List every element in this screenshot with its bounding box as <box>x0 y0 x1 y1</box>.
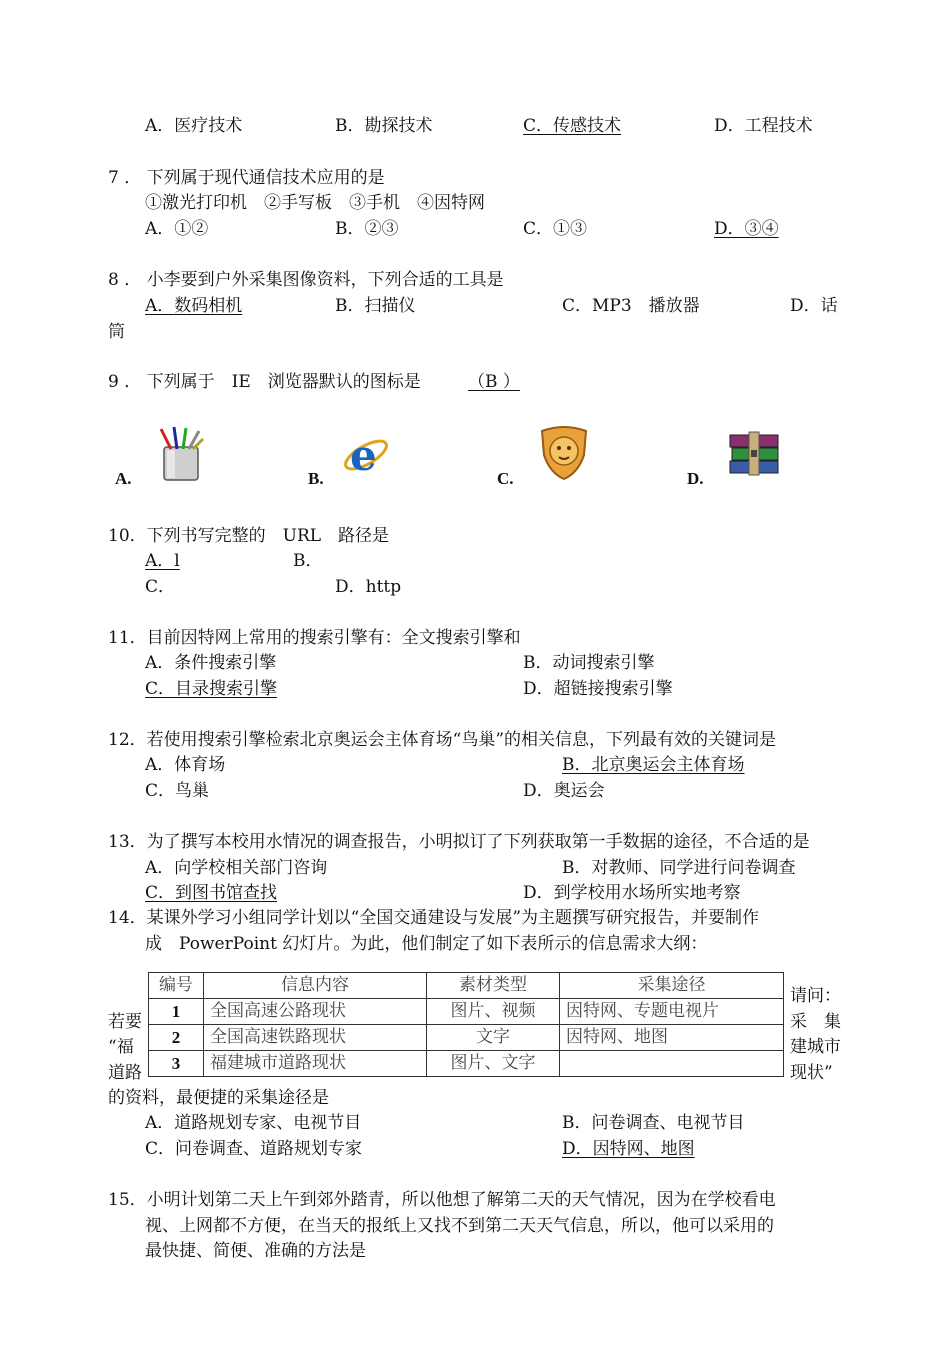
q8-option-d-continued: 筒 <box>108 322 125 342</box>
q11-stem: 11．目前因特网上常用的搜索引擎有：全文搜索引擎和 <box>108 628 521 648</box>
q10-option-d: D．http <box>335 577 402 597</box>
table-cell: 全国高速铁路现状 <box>204 1025 427 1051</box>
q14-stem-line2: 成 PowerPoint 幻灯片。为此，他们制定了如下表所示的信息需求大纲： <box>145 934 708 954</box>
table-cell: 福建城市道路现状 <box>204 1051 427 1077</box>
q6-option-a: A．医疗技术 <box>145 116 243 136</box>
table-cell: 3 <box>149 1051 204 1077</box>
q14-option-a: A．道路规划专家、电视节目 <box>145 1113 362 1133</box>
q11-option-b: B．动词搜索引擎 <box>523 653 655 673</box>
table-cell: 因特网、地图 <box>560 1025 784 1051</box>
q8-option-d: D．话 <box>790 296 838 316</box>
lion-shield-icon <box>538 425 590 481</box>
table-header: 编号 <box>149 973 204 999</box>
q8-stem: 8 ． 小李要到户外采集图像资料，下列合适的工具是 <box>108 270 504 290</box>
table-cell <box>560 1051 784 1077</box>
table-row <box>149 1025 784 1051</box>
table-header: 信息内容 <box>204 973 427 999</box>
svg-text:e: e <box>350 431 377 478</box>
q9-label-b: B. <box>308 469 324 488</box>
q13-stem: 13．为了撰写本校用水情况的调查报告，小明拟订了下列获取第一手数据的途径，不合适的是 <box>108 832 810 852</box>
q7-option-d: D．③④ <box>714 219 779 239</box>
q10-option-b: B． <box>293 551 323 571</box>
q12-stem: 12．若使用搜索引擎检索北京奥运会主体育场“鸟巢”的相关信息，下列最有效的关键词是 <box>108 730 777 750</box>
q14-left-text-1: 若要 <box>108 1012 142 1032</box>
q14-left-text-2: “福 <box>108 1037 134 1057</box>
q14-stem-tail: 的资料，最便捷的采集途径是 <box>108 1088 329 1108</box>
q10-option-a: A．l <box>145 551 180 571</box>
q14-stem-line1: 14．某课外学习小组同学计划以“全国交通建设与发展”为主题撰写研究报告，并要制作 <box>108 908 760 928</box>
q7-option-a: A．①② <box>145 219 209 239</box>
q9-label-a: A. <box>115 469 132 488</box>
q6-option-c: C．传感技术 <box>523 116 622 136</box>
q14-option-c: C．问卷调查、道路规划专家 <box>145 1139 363 1159</box>
q12-option-a: A．体育场 <box>145 755 226 775</box>
table-header: 采集途径 <box>560 973 784 999</box>
q14-option-d: D．因特网、地图 <box>562 1139 695 1159</box>
q12-option-c: C．鸟巢 <box>145 781 210 801</box>
info-requirements-table <box>148 972 784 1077</box>
q11-option-d: D．超链接搜索引擎 <box>523 679 673 699</box>
q13-option-d: D．到学校用水场所实地考察 <box>523 883 741 903</box>
q15-line-3: 最快捷、简便、准确的方法是 <box>145 1241 366 1261</box>
q14-right-text-2: 采 集 <box>790 1012 841 1032</box>
q8-option-c: C．MP3 播放器 <box>562 296 700 316</box>
table-cell: 文字 <box>427 1025 560 1051</box>
winrar-books-icon <box>727 430 783 476</box>
q9-stem: 9 ． 下列属于 IE 浏览器默认的图标是 <box>108 372 421 392</box>
q15-line-1: 15．小明计划第二天上午到郊外踏青，所以他想了解第二天的天气情况，因为在学校看电 <box>108 1190 776 1210</box>
q13-option-a: A．向学校相关部门咨询 <box>145 858 328 878</box>
q10-stem: 10．下列书写完整的 URL 路径是 <box>108 526 390 546</box>
table-cell: 1 <box>149 999 204 1025</box>
table-row <box>149 999 784 1025</box>
q15-line-2: 视、上网都不方便，在当天的报纸上又找不到第二天天气信息，所以，他可以采用的 <box>145 1216 774 1236</box>
pen-holder-icon <box>155 425 210 483</box>
table-cell: 图片、视频 <box>427 999 560 1025</box>
q11-option-c: C．目录搜索引擎 <box>145 679 278 699</box>
q6-option-d: D．工程技术 <box>714 116 813 136</box>
q14-right-text-4: 现状” <box>790 1063 833 1083</box>
q7-option-c: C．①③ <box>523 219 588 239</box>
table-cell: 图片、文字 <box>427 1051 560 1077</box>
q9-answer: （B ） <box>468 372 520 392</box>
ie-browser-icon <box>342 430 390 478</box>
q10-option-c: C． <box>145 577 176 597</box>
table-header-row <box>149 973 784 999</box>
q9-label-c: C. <box>497 469 514 488</box>
q9-label-d: D. <box>687 469 704 488</box>
q13-option-c: C．到图书馆查找 <box>145 883 278 903</box>
q7-option-b: B．②③ <box>335 219 399 239</box>
q11-option-a: A．条件搜索引擎 <box>145 653 277 673</box>
table-cell: 2 <box>149 1025 204 1051</box>
q14-right-text-1: 请问： <box>790 986 841 1006</box>
q7-items: ①激光打印机 ②手写板 ③手机 ④因特网 <box>145 193 485 213</box>
q12-option-d: D．奥运会 <box>523 781 605 801</box>
q7-stem: 7 ． 下列属于现代通信技术应用的是 <box>108 168 385 188</box>
q12-option-b: B．北京奥运会主体育场 <box>562 755 745 775</box>
q13-option-b: B．对教师、同学进行问卷调查 <box>562 858 796 878</box>
table-row <box>149 1051 784 1077</box>
q14-right-text-3: 建城市 <box>790 1037 841 1057</box>
q8-option-a: A．数码相机 <box>145 296 243 316</box>
table-cell: 全国高速公路现状 <box>204 999 427 1025</box>
q14-option-b: B．问卷调查、电视节目 <box>562 1113 745 1133</box>
q6-option-b: B．勘探技术 <box>335 116 433 136</box>
table-header: 素材类型 <box>427 973 560 999</box>
q8-option-b: B．扫描仪 <box>335 296 416 316</box>
q14-left-text-3: 道路 <box>108 1063 142 1083</box>
table-cell: 因特网、专题电视片 <box>560 999 784 1025</box>
